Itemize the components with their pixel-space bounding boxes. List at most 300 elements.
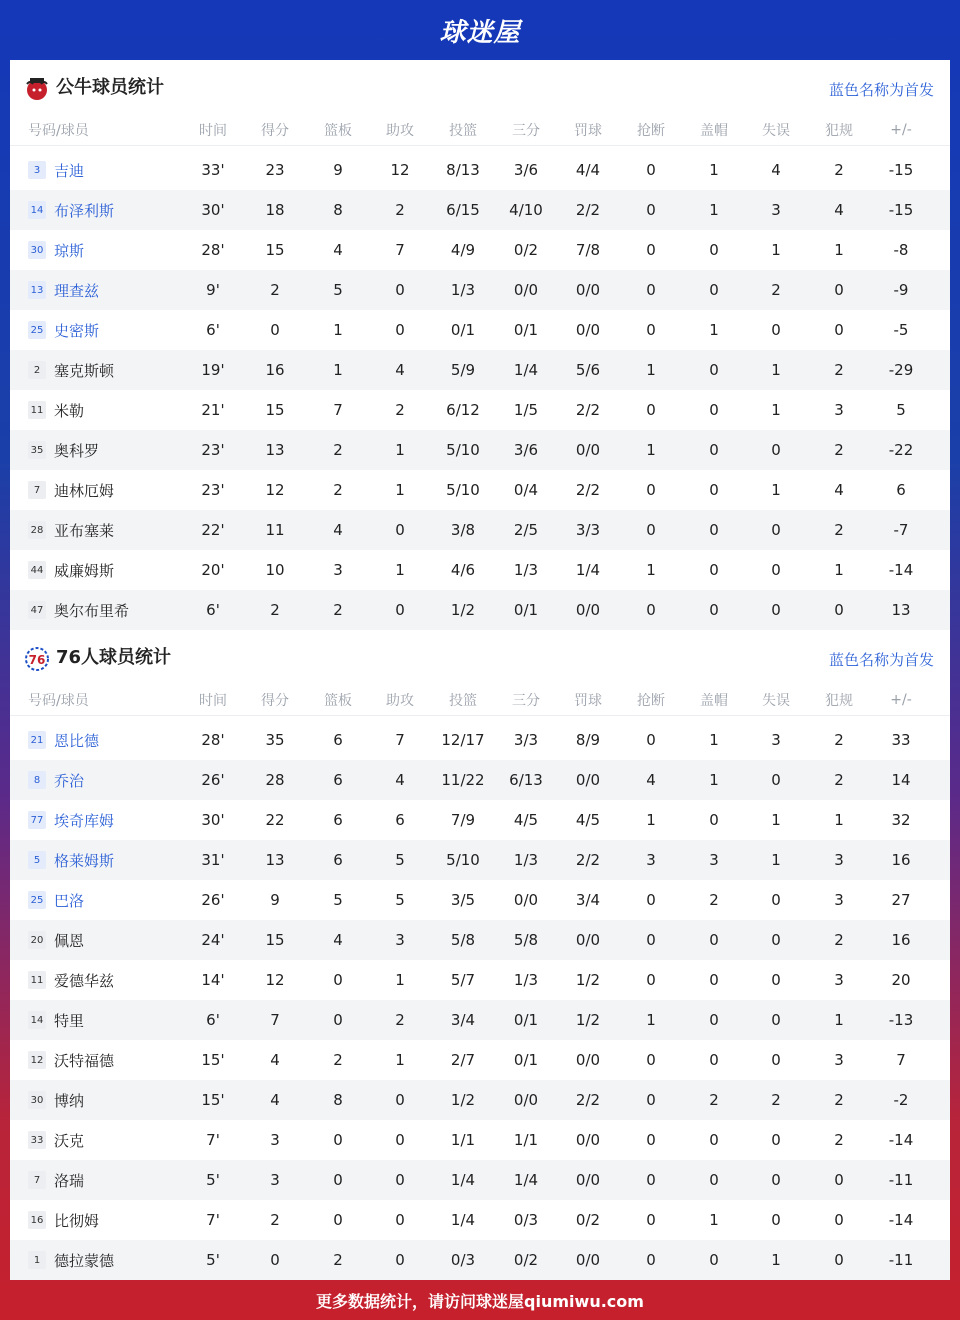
stat-cell: 0 [646,321,656,339]
stat-cell: -5 [893,321,909,339]
stat-cell: -11 [888,1251,914,1269]
stat-cell: 1/4 [575,561,601,579]
player-row[interactable] [10,470,950,510]
stat-cell: 6 [333,851,343,869]
stat-cell: 8/9 [575,731,601,749]
stat-cell: 19' [201,361,225,379]
stat-cell: 1 [395,971,405,989]
stat-cell: 4/5 [513,811,539,829]
stat-cell: 2/7 [450,1051,476,1069]
stat-cell: 11 [265,521,285,539]
jersey-number-badge: 2 [28,361,46,379]
stat-cell: 6/12 [446,401,480,419]
player-row[interactable] [10,760,950,800]
player-row[interactable] [10,390,950,430]
stat-cell: 5 [896,401,906,419]
stat-cell: 2 [333,601,343,619]
player-name[interactable]: 巴洛 [54,891,85,910]
stat-cell: -22 [888,441,914,459]
stat-cell: 0 [771,1131,781,1149]
stat-cell: 2 [333,1051,343,1069]
jersey-number-badge: 12 [28,1051,46,1069]
stat-cell: 1 [834,811,844,829]
stat-cell: 0 [709,811,719,829]
jersey-number-badge: 11 [28,971,46,989]
stat-cell: 21' [201,401,225,419]
stat-cell: 0/1 [513,1051,539,1069]
stat-cell: 1 [709,321,719,339]
player-name[interactable]: 理查兹 [54,281,100,300]
stat-cell: 3/3 [513,731,539,749]
player-row[interactable] [10,270,950,310]
stat-cell: 0 [834,281,844,299]
player-row[interactable] [10,430,950,470]
stat-cell: 0 [771,561,781,579]
stat-cell: 1 [771,401,781,419]
stat-cell: 4 [333,931,343,949]
stat-cell: 0 [646,731,656,749]
stat-cell: 18 [265,201,285,219]
stat-cell: 1/2 [450,601,476,619]
stat-cell: 0 [709,931,719,949]
player-row[interactable] [10,1200,950,1240]
player-name[interactable]: 沃特福德 [54,1051,115,1070]
stat-cell: 3/5 [450,891,476,909]
stat-cell: 2 [709,891,719,909]
stat-cell: 0 [646,281,656,299]
column-header: 罚球 [574,122,602,139]
stat-cell: 1 [771,1251,781,1269]
stat-cell: 0/0 [513,891,539,909]
jersey-number-badge: 5 [28,851,46,869]
stat-cell: 1 [646,1011,656,1029]
stat-cell: 1 [395,441,405,459]
player-name[interactable]: 塞克斯顿 [54,361,115,380]
player-row[interactable] [10,880,950,920]
stat-cell: 7/9 [450,811,476,829]
column-header: 犯规 [825,692,853,709]
jersey-number-badge: 20 [28,931,46,949]
stat-cell: -14 [888,561,914,579]
stat-cell: 4/10 [509,201,543,219]
player-name[interactable]: 史密斯 [54,321,100,340]
jersey-number-badge: 1 [28,1251,46,1269]
stat-cell: 9 [270,891,280,909]
stat-cell: 3/8 [450,521,476,539]
player-name[interactable]: 洛瑞 [54,1171,85,1190]
stat-cell: 0 [646,601,656,619]
stat-cell: 3 [771,731,781,749]
stat-cell: 12 [265,481,285,499]
stat-cell: 0/1 [513,601,539,619]
jersey-number-badge: 7 [28,481,46,499]
stat-cell: 1 [834,1011,844,1029]
stat-cell: 22' [201,521,225,539]
player-name[interactable]: 吉迪 [54,161,85,180]
player-row[interactable] [10,840,950,880]
column-header: 抢断 [637,122,665,139]
column-header: 篮板 [324,122,352,139]
svg-text:76: 76 [28,653,46,667]
stat-cell: 31' [201,851,225,869]
stat-cell: 0 [709,441,719,459]
stat-cell: 7 [395,731,405,749]
stat-cell: 0/3 [450,1251,476,1269]
player-row[interactable] [10,350,950,390]
stat-cell: -15 [888,161,914,179]
stat-cell: 6 [395,811,405,829]
stat-cell: 2 [395,401,405,419]
player-name[interactable]: 爱德华兹 [54,971,115,990]
jersey-number-badge: 21 [28,731,46,749]
column-header: 失误 [762,122,790,139]
stat-cell: 0/2 [513,1251,539,1269]
stat-cell: 12/17 [441,731,485,749]
column-header: 助攻 [386,692,414,709]
stat-cell: 0 [834,321,844,339]
stat-cell: 6 [333,811,343,829]
player-row[interactable] [10,1120,950,1160]
player-row[interactable] [10,920,950,960]
stat-cell: 3/6 [513,441,539,459]
stat-cell: 0 [646,931,656,949]
player-row[interactable] [10,1240,950,1280]
stat-cell: 0 [771,1051,781,1069]
stat-cell: 1 [834,561,844,579]
column-header: 时间 [199,692,227,709]
stat-cell: 1 [646,561,656,579]
stat-cell: 0 [771,1171,781,1189]
player-row[interactable] [10,1160,950,1200]
player-name[interactable]: 奥科罗 [54,441,100,460]
stat-cell: 4 [834,481,844,499]
player-name[interactable]: 琼斯 [54,241,85,260]
stat-cell: 1 [395,1051,405,1069]
stat-cell: 0/0 [575,1051,601,1069]
stat-cell: 2 [771,281,781,299]
jersey-number-badge: 8 [28,771,46,789]
stat-cell: 0 [771,1011,781,1029]
stat-cell: 1/1 [450,1131,476,1149]
player-name[interactable]: 奥尔布里希 [54,601,130,620]
column-header: 号码/球员 [28,122,89,139]
player-name[interactable]: 特里 [54,1011,85,1030]
stat-cell: 2 [333,1251,343,1269]
stat-cell: 0/0 [513,281,539,299]
stat-cell: 4/6 [450,561,476,579]
column-header: 助攻 [386,122,414,139]
stat-cell: 35 [265,731,285,749]
player-name[interactable]: 米勒 [54,401,85,420]
player-name[interactable]: 乔治 [54,771,85,790]
stat-cell: 1 [709,161,719,179]
stat-cell: 0 [646,401,656,419]
stat-cell: 2 [834,931,844,949]
stat-cell: 4 [333,521,343,539]
stat-cell: 4 [270,1051,280,1069]
player-name[interactable]: 沃克 [54,1131,85,1150]
stat-cell: 0 [395,1171,405,1189]
team-header [10,630,950,688]
player-row[interactable] [10,310,950,350]
player-row[interactable] [10,720,950,760]
stat-cell: 0 [709,361,719,379]
player-name[interactable]: 恩比德 [54,731,100,750]
stat-cell: 0 [395,1211,405,1229]
stat-cell: 14 [891,771,911,789]
stat-cell: 0/3 [513,1211,539,1229]
player-row[interactable] [10,550,950,590]
stat-cell: 6 [896,481,906,499]
stat-cell: 0 [709,401,719,419]
stat-cell: -11 [888,1171,914,1189]
stat-cell: 1 [771,851,781,869]
stat-cell: 0/0 [575,1131,601,1149]
stat-cell: 1/4 [450,1171,476,1189]
stat-cell: 8 [333,201,343,219]
stat-cell: 0 [395,601,405,619]
stat-cell: 0 [646,241,656,259]
stat-cell: 0 [709,481,719,499]
player-row[interactable] [10,800,950,840]
stat-cell: 5/10 [446,851,480,869]
team-title: 公牛球员统计 [56,77,164,98]
jersey-number-badge: 77 [28,811,46,829]
jersey-number-badge: 30 [28,241,46,259]
stat-cell: 2/2 [575,201,601,219]
stat-cell: 1 [834,241,844,259]
stat-cell: 1 [646,361,656,379]
stat-cell: 5/8 [450,931,476,949]
stat-cell: 1 [709,731,719,749]
stat-cell: 5/6 [575,361,601,379]
stat-cell: 20 [891,971,911,989]
stat-cell: 0 [709,1251,719,1269]
column-header: 盖帽 [700,122,728,139]
stat-cell: 12 [265,971,285,989]
stat-cell: 0 [395,1131,405,1149]
stat-cell: 2/2 [575,401,601,419]
stat-cell: 1/3 [450,281,476,299]
stat-cell: 1/4 [513,361,539,379]
stat-cell: -14 [888,1211,914,1229]
stat-cell: 2/2 [575,851,601,869]
stat-cell: 0/1 [513,321,539,339]
stat-cell: 1/3 [513,851,539,869]
player-row[interactable] [10,230,950,270]
stat-cell: 13 [265,441,285,459]
stat-cell: 1 [333,361,343,379]
stat-cell: 0 [709,1171,719,1189]
team-title: 76人球员统计 [56,647,172,668]
stat-cell: 15' [201,1091,225,1109]
stat-cell: 4/5 [575,811,601,829]
stat-cell: 0/0 [575,931,601,949]
stat-cell: 5 [395,851,405,869]
stat-cell: 0 [646,201,656,219]
jersey-number-badge: 16 [28,1211,46,1229]
stat-cell: 0 [771,601,781,619]
player-row[interactable] [10,1080,950,1120]
stat-cell: 2 [834,521,844,539]
starter-legend-note: 蓝色名称为首发 [828,651,934,669]
stat-cell: 0 [395,321,405,339]
stat-cell: 2 [834,161,844,179]
stat-cell: 20' [201,561,225,579]
player-row[interactable] [10,190,950,230]
stat-cell: 0/0 [575,441,601,459]
stat-cell: 33' [201,161,225,179]
stat-cell: 2 [270,281,280,299]
jersey-number-badge: 30 [28,1091,46,1109]
stat-cell: 3 [270,1171,280,1189]
column-header: 得分 [261,122,289,139]
stat-cell: 30' [201,811,225,829]
stat-cell: 2 [834,441,844,459]
stat-cell: 1/5 [513,401,539,419]
stat-cell: 1 [395,481,405,499]
player-name[interactable]: 亚布塞莱 [54,521,115,540]
stat-cell: 0/0 [513,1091,539,1109]
stat-cell: -29 [888,361,914,379]
stat-cell: 4 [646,771,656,789]
player-row[interactable] [10,1040,950,1080]
column-header: 罚球 [574,692,602,709]
stat-cell: 0/0 [575,1171,601,1189]
stat-cell: 28' [201,241,225,259]
stat-cell: 3/3 [575,521,601,539]
stat-cell: 0 [333,1011,343,1029]
stat-cell: 5 [333,281,343,299]
player-name[interactable]: 迪林厄姆 [54,481,115,500]
stat-cell: 2 [395,201,405,219]
stat-cell: 4 [395,771,405,789]
stat-cell: 5/7 [450,971,476,989]
stat-cell: 23' [201,441,225,459]
stat-cell: 0 [771,1211,781,1229]
footer-banner[interactable]: 更多数据统计，请访问球迷屋qiumiwu.com [316,1291,644,1311]
stat-cell: 3 [333,561,343,579]
stat-cell: 0 [270,1251,280,1269]
stat-cell: 0 [771,441,781,459]
stat-cell: 2 [333,481,343,499]
stat-cell: 1 [333,321,343,339]
stat-cell: 4/4 [575,161,601,179]
bulls-logo-icon [24,76,50,102]
stat-cell: 1/3 [513,561,539,579]
player-row[interactable] [10,150,950,190]
stat-cell: 2/2 [575,481,601,499]
stat-cell: 10 [265,561,285,579]
stat-cell: 0 [395,1091,405,1109]
stat-cell: 15 [265,241,285,259]
stat-cell: 0 [834,1211,844,1229]
column-header-row [10,684,950,716]
player-row[interactable] [10,510,950,550]
stat-cell: -8 [893,241,909,259]
stat-cell: 1 [771,811,781,829]
player-name[interactable]: 威廉姆斯 [54,561,115,580]
stat-cell: 7/8 [575,241,601,259]
stat-cell: 5/9 [450,361,476,379]
player-name[interactable]: 埃奇库姆 [54,811,115,830]
player-name[interactable]: 佩恩 [54,931,85,950]
player-name[interactable]: 比彻姆 [54,1211,100,1230]
stat-cell: 6/15 [446,201,480,219]
stat-cell: 2 [834,1091,844,1109]
player-name[interactable]: 布泽利斯 [54,201,115,220]
stat-cell: 7 [896,1051,906,1069]
stat-cell: 0 [771,971,781,989]
stat-cell: 1 [771,361,781,379]
player-row[interactable] [10,960,950,1000]
stat-cell: 3 [270,1131,280,1149]
stat-cell: 2 [834,1131,844,1149]
stat-cell: 0 [333,1171,343,1189]
stat-cell: 9 [333,161,343,179]
stat-cell: 1 [771,241,781,259]
player-name[interactable]: 格莱姆斯 [54,851,115,870]
stat-cell: 0 [709,561,719,579]
stat-cell: 0 [771,891,781,909]
stat-cell: 6' [206,1011,220,1029]
stat-cell: 2 [834,771,844,789]
stat-cell: 2/5 [513,521,539,539]
stats-panel [10,60,950,1280]
player-name[interactable]: 博纳 [54,1091,85,1110]
column-header: +/- [890,121,912,138]
stat-cell: 0 [646,1091,656,1109]
stat-cell: 1/2 [575,971,601,989]
stat-cell: 26' [201,891,225,909]
jersey-number-badge: 14 [28,201,46,219]
stat-cell: 13 [891,601,911,619]
stat-cell: 1/1 [513,1131,539,1149]
stat-cell: 3 [834,401,844,419]
stat-cell: 1/3 [513,971,539,989]
stat-cell: -15 [888,201,914,219]
stat-cell: 5/8 [513,931,539,949]
stat-cell: -2 [893,1091,909,1109]
stat-cell: -9 [893,281,909,299]
jersey-number-badge: 11 [28,401,46,419]
stat-cell: 3/4 [575,891,601,909]
stat-cell: 28' [201,731,225,749]
stat-cell: 0 [834,1171,844,1189]
stat-cell: 0/2 [513,241,539,259]
stat-cell: 32 [891,811,911,829]
stat-cell: 8 [333,1091,343,1109]
stat-cell: 2 [270,1211,280,1229]
stat-cell: 0 [395,1251,405,1269]
stat-cell: 23 [265,161,285,179]
stat-cell: 2 [270,601,280,619]
stat-cell: 2/2 [575,1091,601,1109]
player-row[interactable] [10,1000,950,1040]
stat-cell: 26' [201,771,225,789]
stat-cell: 23' [201,481,225,499]
jersey-number-badge: 3 [28,161,46,179]
stat-cell: 5' [206,1251,220,1269]
player-row[interactable] [10,590,950,630]
stat-cell: 0 [646,1131,656,1149]
stat-cell: 0 [333,1131,343,1149]
stat-cell: 0 [709,971,719,989]
player-name[interactable]: 德拉蒙德 [54,1251,115,1270]
column-header: 失误 [762,692,790,709]
stat-cell: 1 [709,201,719,219]
stat-cell: 1/4 [450,1211,476,1229]
